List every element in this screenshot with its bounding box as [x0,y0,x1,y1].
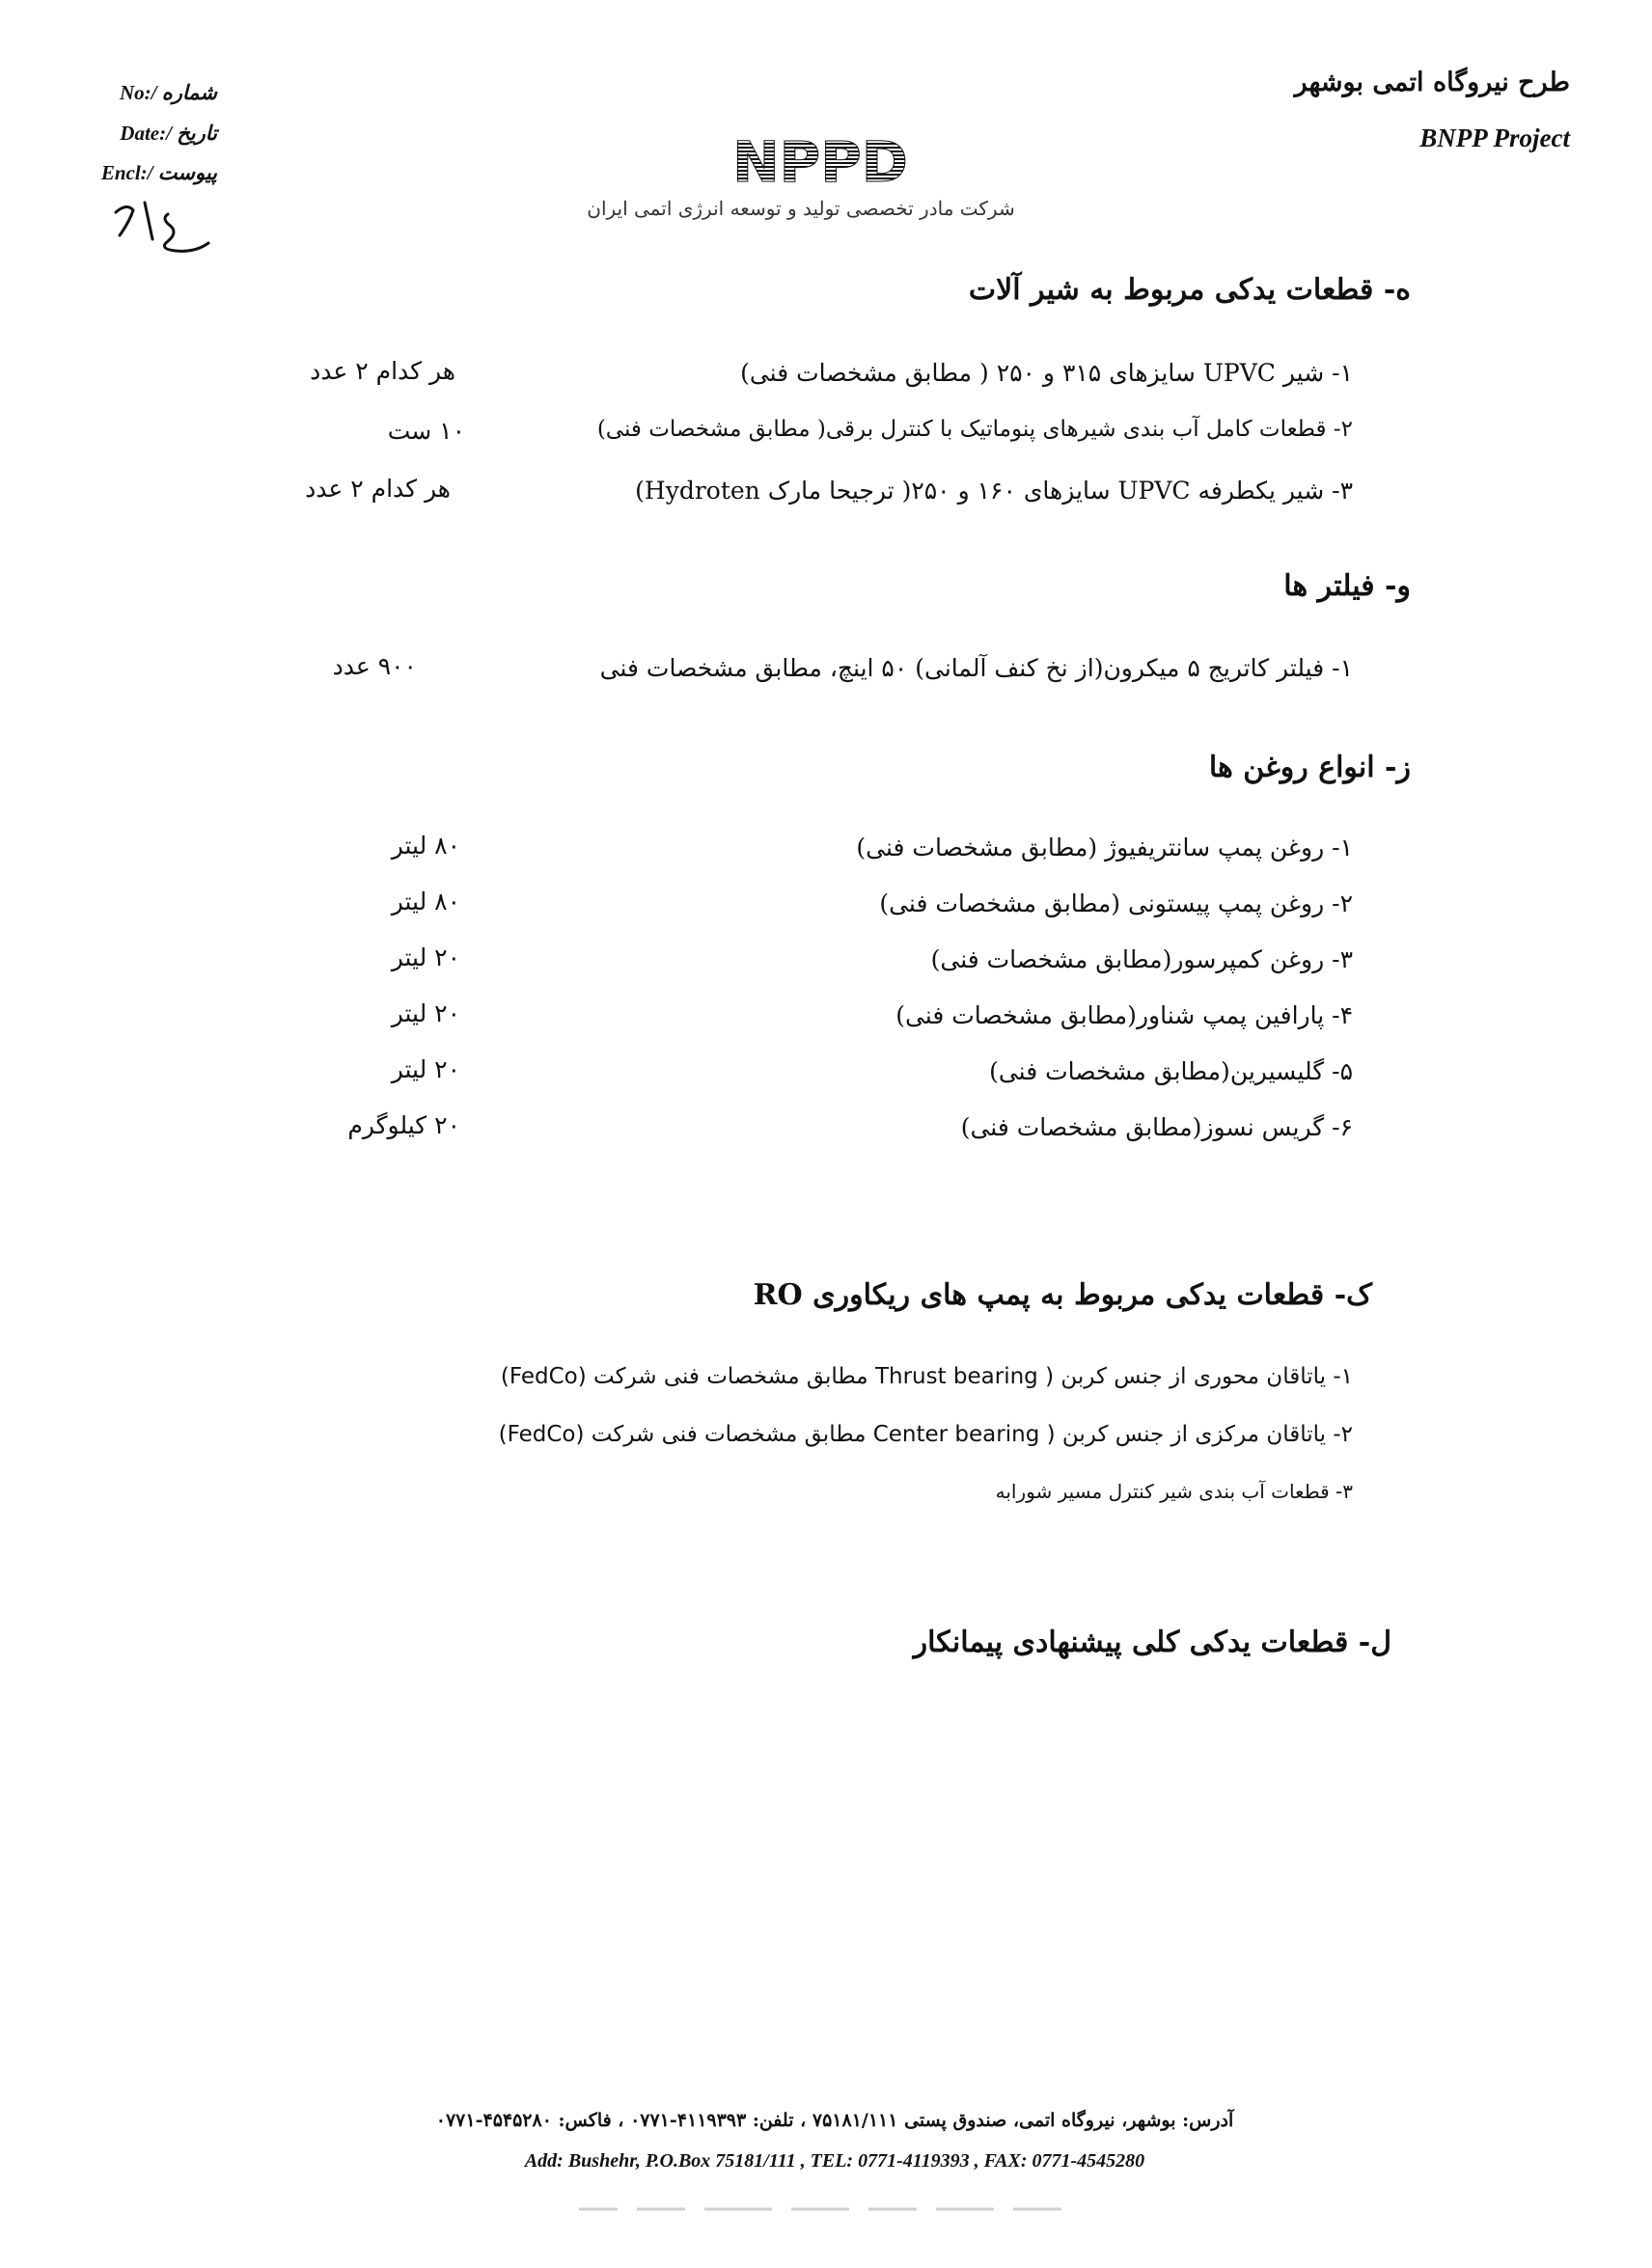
footer-address-en: Add: Bushehr, P.O.Box 75181/111 , TEL: 0771-4119393 , FAX: 0771-4545280 [524,2150,1145,2172]
section-heading-valves: ه- قطعات یدکی مربوط به شیر آلات [968,273,1411,307]
list-item: ۲- روغن پمپ پیستونی (مطابق مشخصات فنی) [879,889,1353,917]
item-quantity: ۸۰ لیتر [391,832,460,860]
item-quantity: هر کدام ۲ عدد [305,475,451,503]
company-name: شرکت مادر تخصصی تولید و توسعه انرژی اتمی ایران [587,197,1015,220]
section-heading-filters: و- فیلتر ها [1283,569,1411,603]
item-quantity: ۱۰ ست [387,417,465,445]
logo-text: NPPD [732,135,908,189]
item-quantity: ۲۰ کیلوگرم [347,1111,460,1139]
handwritten-mark-icon [108,193,214,270]
nppd-logo-icon [714,135,926,189]
number-label: No:/ شماره [119,81,217,104]
list-item: ۲- یاتاقان مرکزی از جنس کربن ( Center bearing مطابق مشخصات فنی شرکت (FedCo) [498,1422,1353,1447]
date-label: Date:/ تاریخ [120,122,217,145]
item-quantity: ۸۰ لیتر [391,888,460,915]
faint-scan-marks [579,2200,1061,2219]
project-title-en: BNPP Project [1419,123,1570,152]
section-heading-oils: ز- انواع روغن ها [1208,751,1411,784]
item-quantity: ۹۰۰ عدد [332,652,417,680]
list-item: ۳- شیر یکطرفه UPVC سایزهای ۱۶۰ و ۲۵۰( ترجیحا مارک Hydroten) [635,477,1353,505]
project-title-fa: طرح نیروگاه اتمی بوشهر [1294,68,1570,97]
item-quantity: ۲۰ لیتر [391,1055,460,1083]
footer-address-fa: آدرس: بوشهر، نیروگاه اتمی، صندوق پستی ۷۵۱۸۱/۱۱۱ ، تلفن: ۴۱۱۹۳۹۳-۰۷۷۱ ، فاکس: ۴۵۴۵۲۸۰-۰۷۷۱ [435,2110,1234,2131]
list-item: ۱- روغن پمپ سانتریفیوژ (مطابق مشخصات فنی) [856,833,1353,861]
section-heading-ro-pumps: ک- قطعات یدکی مربوط به پمپ های ریکاوری RO [753,1278,1372,1312]
item-quantity: ۲۰ لیتر [391,943,460,971]
item-quantity: ۲۰ لیتر [391,999,460,1027]
list-item: ۲- قطعات کامل آب بندی شیرهای پنوماتیک با کنترل برقی( مطابق مشخصات فنی) [596,417,1353,442]
item-quantity: هر کدام ۲ عدد [310,357,455,385]
list-item: ۱- فیلتر کاتریج ۵ میکرون(از نخ کنف آلمانی) ۵۰ اینچ، مطابق مشخصات فنی [599,654,1353,682]
list-item: ۵- گلیسیرین(مطابق مشخصات فنی) [989,1057,1353,1085]
section-heading-contractor-spares: ل- قطعات یدکی کلی پیشنهادی پیمانکار [913,1626,1391,1659]
list-item: ۶- گریس نسوز(مطابق مشخصات فنی) [960,1113,1353,1141]
list-item: ۱- شیر UPVC سایزهای ۳۱۵ و ۲۵۰ ( مطابق مشخصات فنی) [740,359,1353,387]
enclosure-label: Encl:/ پیوست [100,161,217,184]
list-item: ۳- روغن کمپرسور(مطابق مشخصات فنی) [930,945,1353,973]
list-item: ۱- یاتاقان محوری از جنس کربن ( Thrust bearing مطابق مشخصات فنی شرکت (FedCo) [500,1364,1353,1389]
list-item: ۳- قطعات آب بندی شیر کنترل مسیر شورابه [995,1480,1353,1503]
list-item: ۴- پارافین پمپ شناور(مطابق مشخصات فنی) [895,1001,1353,1029]
